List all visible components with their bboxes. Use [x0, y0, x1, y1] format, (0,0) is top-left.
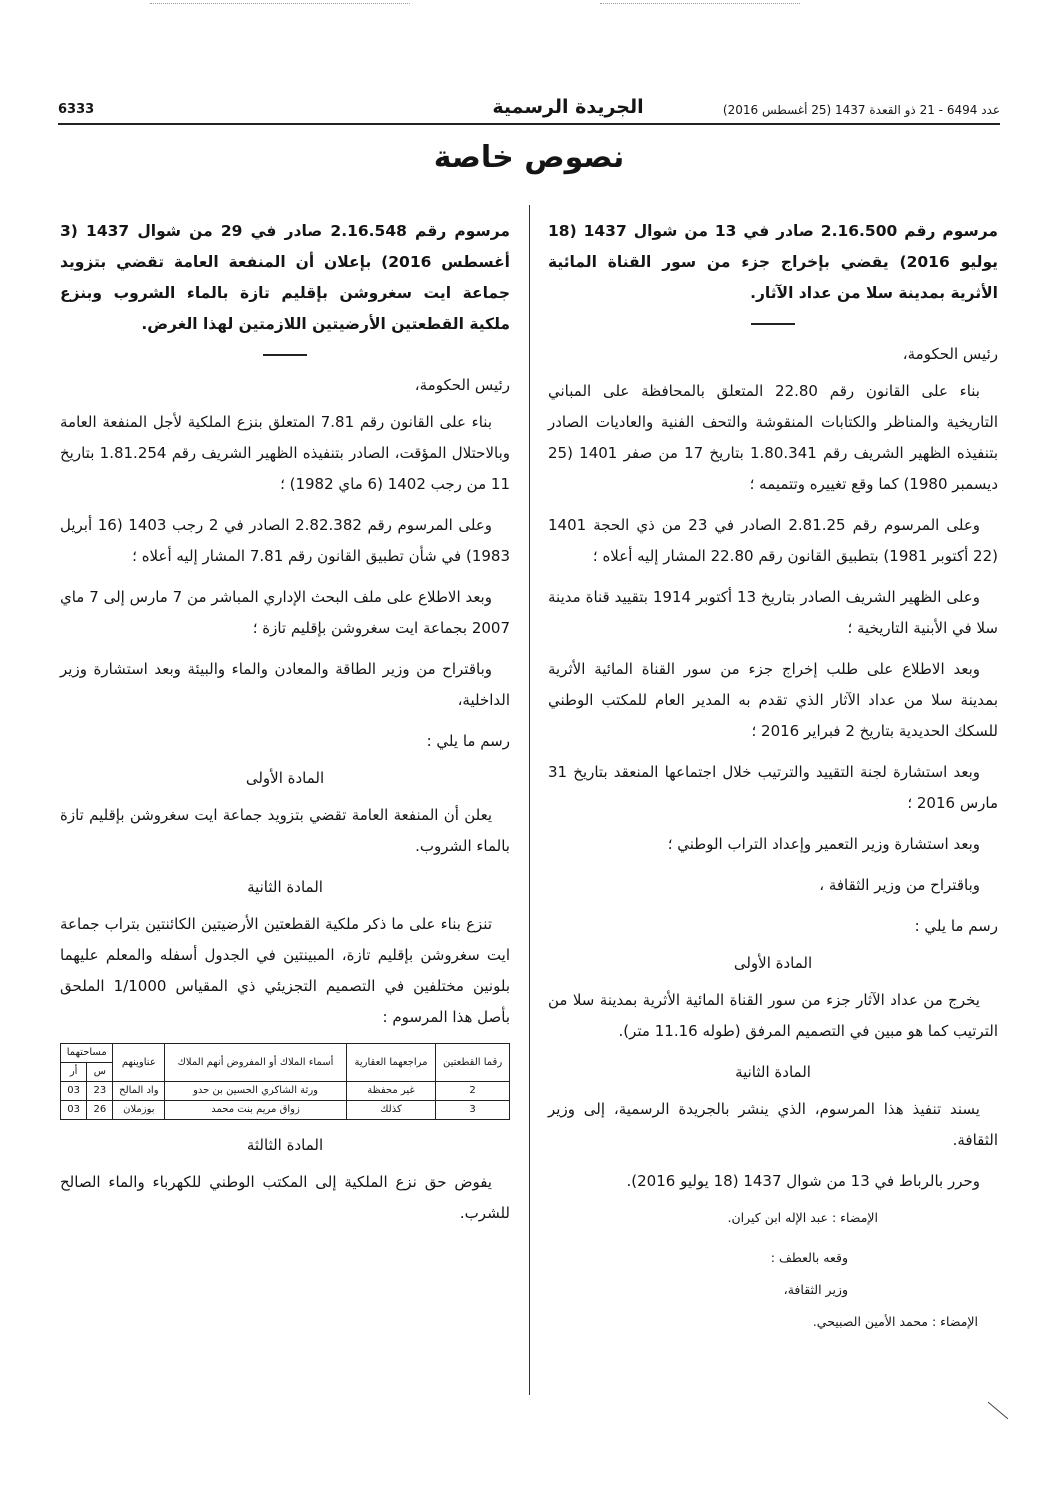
paragraph: وبعد استشارة وزير التعمير وإعداد التراب الوطني ؛ [667, 835, 980, 853]
page-header [58, 96, 1000, 122]
decree-right-column [548, 216, 998, 1333]
col-area: مساحتهما [61, 1044, 113, 1063]
countersigned-label: وقعه بالعطف : [770, 1250, 848, 1265]
cell-area-a: 03 [61, 1101, 87, 1120]
table-header-row [61, 1044, 510, 1063]
paragraph: وباقتراح من وزير الثقافة ، [819, 876, 980, 894]
article-title: المادة الأولى [733, 954, 813, 972]
col-area-a: أر [61, 1063, 87, 1082]
addressee: رئيس الحكومة، [902, 345, 998, 363]
article-text: يسند تنفيذ هذا المرسوم، الذي ينشر بالجريدة الرسمية، إلى وزير الثقافة. [548, 1100, 998, 1149]
decrees-label: رسم ما يلي : [914, 917, 998, 935]
cell-owner: ورثة الشاكري الحسين بن حدو [165, 1082, 347, 1101]
scan-top-line [600, 3, 800, 4]
minister-title: وزير الثقافة، [783, 1282, 848, 1297]
cell-area-s: 26 [87, 1101, 113, 1120]
paragraph: وعلى الظهير الشريف الصادر بتاريخ 13 أكتوبر 1914 بتقييد قناة مدينة سلا في الأبنية التاريخية ؛ [548, 588, 998, 637]
cell-area-a: 03 [61, 1082, 87, 1101]
paragraph: وبعد استشارة لجنة التقييد والترتيب خلال اجتماعها المنعقد بتاريخ 31 مارس 2016 ؛ [548, 763, 998, 812]
paragraph: بناء على القانون رقم 7.81 المتعلق بنزع الملكية لأجل المنفعة العامة وبالاحتلال المؤقت، الصادر بتنفيذه الظهير الشريف رقم 1.81.254 بتاريخ 11 من رجب 1402 (6 ماي 1982) ؛ [60, 413, 511, 493]
col-owners: أسماء الملاك أو المفروض أنهم الملاك [165, 1044, 347, 1082]
table-row [61, 1101, 510, 1120]
cell-owner: زواق مريم بنت محمد [165, 1101, 347, 1120]
journal-title: الجريدة الرسمية [492, 96, 644, 118]
col-plot-numbers: رقما القطعتين [436, 1044, 510, 1082]
decree-title: مرسوم رقم 2.16.500 صادر في 13 من شوال 1437 (18 يوليو 2016) يقضي بإخراج جزء من سور القناة المائية الأثرية بمدينة سلا من عداد الآثار. [548, 222, 998, 302]
short-rule [263, 354, 307, 356]
paragraph: وعلى المرسوم رقم 2.82.382 الصادر في 2 رجب 1403 (16 أبريل 1983) في شأن تطبيق القانون رقم 7.81 المشار إليه أعلاه ؛ [60, 516, 510, 565]
short-rule [751, 323, 795, 325]
paragraph: وبعد الاطلاع على طلب إخراج جزء من سور القناة المائية الأثرية بمدينة سلا من عداد الآثار الذي تقدم به المدير العام للمكتب الوطني للسكك الحديدية بتاريخ 2 فبراير 2016 ؛ [548, 660, 998, 740]
page-number: 6333 [58, 102, 95, 117]
signature-block [548, 1207, 998, 1333]
decree-title: مرسوم رقم 2.16.548 صادر في 29 من شوال 1437 (3 أغسطس 2016) بإعلان أن المنفعة العامة تقضي بتزويد جماعة ايت سغروشن بإقليم تازة بالماء الشروب وبنزع ملكية القطعتين الأرضيتين اللازمتين لهذا الغرض. [60, 222, 510, 333]
section-title: نصوص خاصة [433, 140, 625, 175]
minister-signature: الإمضاء : محمد الأمين الصبيحي. [812, 1314, 978, 1329]
article-title: المادة الثالثة [246, 1136, 324, 1154]
scan-top-line [150, 3, 410, 4]
article-text: يخرج من عداد الآثار جزء من سور القناة المائية الأثرية بمدينة سلا من الترتيب كما هو مبين في التصميم المرفق (طوله 11.16 متر). [548, 991, 998, 1040]
header-rule [58, 123, 1000, 125]
properties-table [60, 1043, 510, 1120]
article-text: تنزع بناء على ما ذكر ملكية القطعتين الأرضيتين الكائنتين بتراب جماعة ايت سغروشن بإقليم تازة، المبينتين في الجدول أسفله والمعلم عليهما بلونين مختلفين في التصميم التجزيئي ذي المقياس 1/1000 الملحق بأصل هذا المرسوم : [60, 915, 510, 1026]
table-row [61, 1082, 510, 1101]
signature: الإمضاء : عبد الإله ابن كيران. [727, 1210, 878, 1225]
article-text: يفوض حق نزع الملكية إلى المكتب الوطني للكهرباء والماء الصالح للشرب. [60, 1173, 510, 1222]
paragraph: وباقتراح من وزير الطاقة والمعادن والماء والبيئة وبعد استشارة وزير الداخلية، [60, 660, 510, 709]
issue-info: عدد 6494 - 21 ذو القعدة 1437 (25 أغسطس 2016) [722, 103, 1000, 117]
col-land-refs: مراجعهما العقارية [346, 1044, 435, 1082]
decree-left-column [60, 216, 510, 1239]
article-title: المادة الثانية [247, 878, 323, 896]
cell-plot: 2 [436, 1082, 510, 1101]
cell-ref: كذلك [346, 1101, 435, 1120]
cell-area-s: 23 [87, 1082, 113, 1101]
cell-plot: 3 [436, 1101, 510, 1120]
decrees-label: رسم ما يلي : [426, 732, 510, 750]
addressee: رئيس الحكومة، [414, 376, 510, 394]
cell-address: واد المالح [113, 1082, 165, 1101]
article-title: المادة الأولى [245, 769, 325, 787]
paragraph: بناء على القانون رقم 22.80 المتعلق بالمحافظة على المباني التاريخية والمناظر والكتابات المنقوشة والتحف الفنية والعاديات الصادر بتنفيذه الظهير الشريف رقم 1.80.341 بتاريخ 17 من صفر 1401 (25 ديسمبر 1980) كما وقع تغييره وتتميمه ؛ [548, 382, 998, 493]
cell-address: بوزملان [113, 1101, 165, 1120]
paragraph: وعلى المرسوم رقم 2.81.25 الصادر في 23 من ذي الحجة 1401 (22 أكتوبر 1981) بتطبيق القانون رقم 22.80 المشار إليه أعلاه ؛ [548, 516, 998, 565]
article-text: يعلن أن المنفعة العامة تقضي بتزويد جماعة ايت سغروشن بإقليم تازة بالماء الشروب. [60, 806, 510, 855]
cell-ref: غير محفظة [346, 1082, 435, 1101]
col-area-s: س [87, 1063, 113, 1082]
article-title: المادة الثانية [735, 1063, 811, 1081]
done-at: وحرر بالرباط في 13 من شوال 1437 (18 يوليو 2016). [626, 1172, 980, 1190]
scan-mark [988, 1402, 1009, 1419]
col-addresses: عناوينهم [113, 1044, 165, 1082]
column-divider [529, 205, 530, 1395]
paragraph: وبعد الاطلاع على ملف البحث الإداري المباشر من 7 مارس إلى 7 ماي 2007 بجماعة ايت سغروشن بإقليم تازة ؛ [60, 588, 510, 637]
